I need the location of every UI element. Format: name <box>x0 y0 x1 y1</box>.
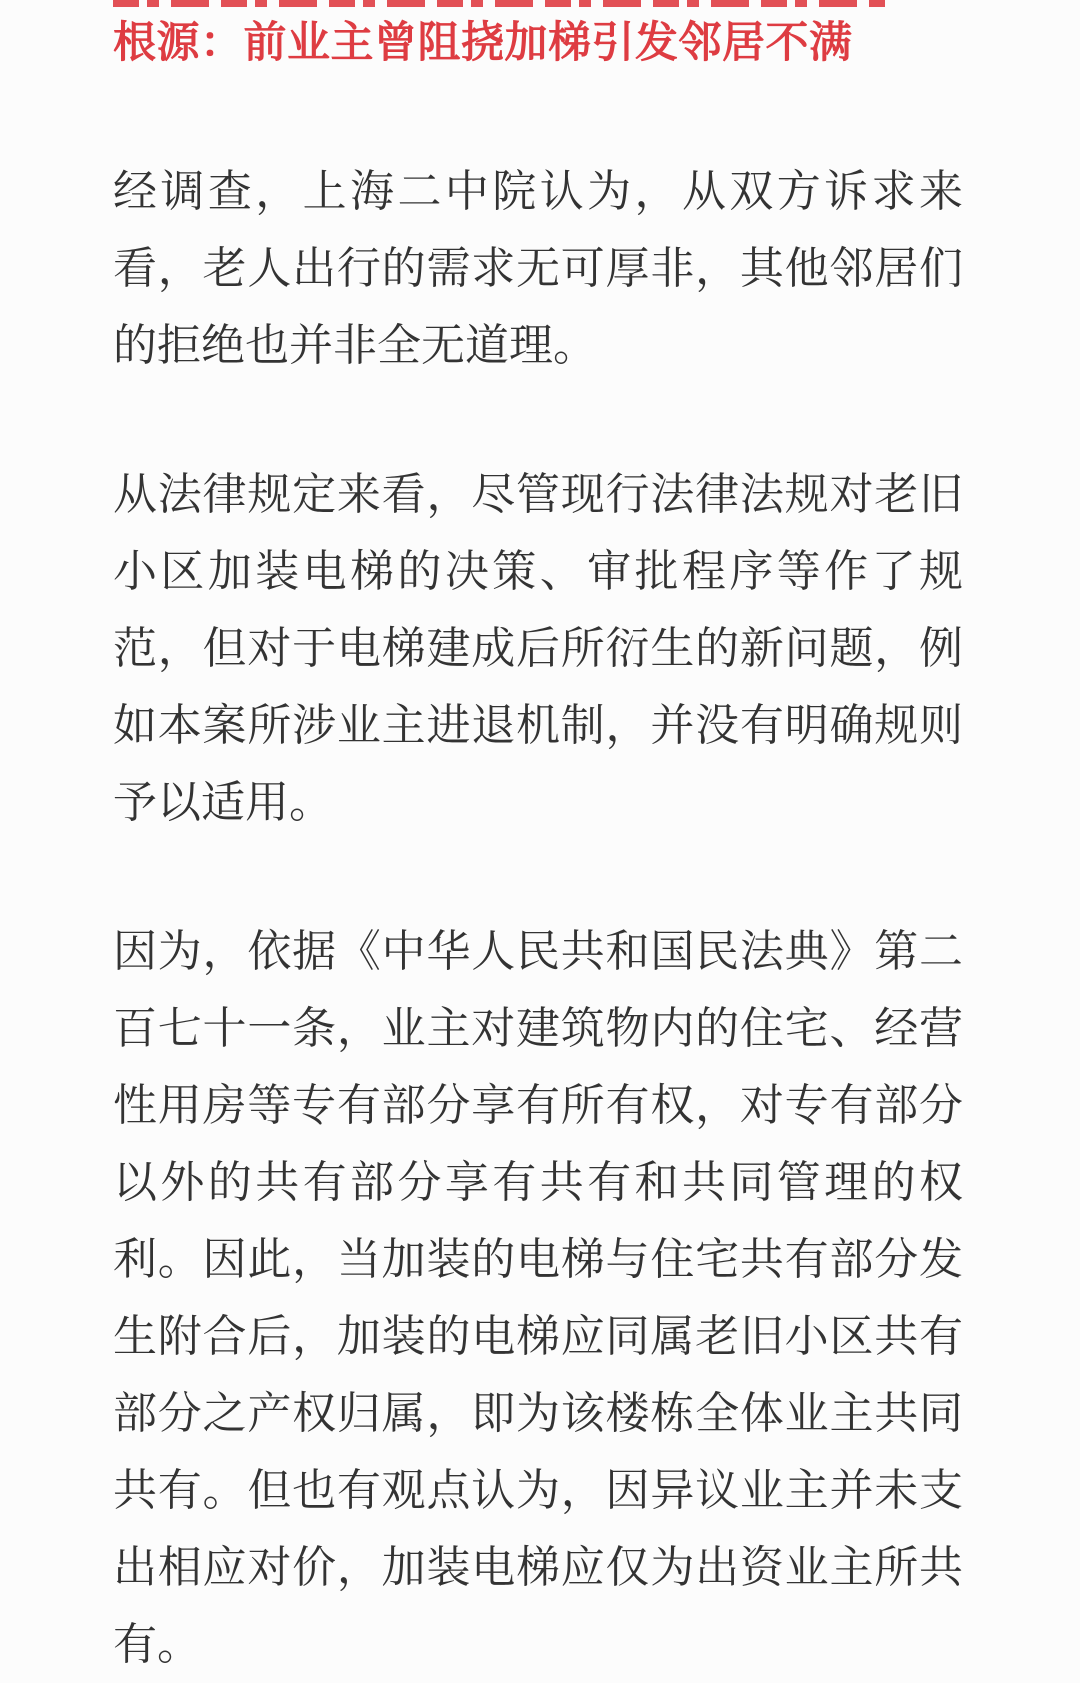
paragraph-line: 因为，依据《中华人民共和国民法典》第二 <box>113 927 963 976</box>
paragraph-line: 范，但对于电梯建成后所衍生的新问题，例 <box>113 624 963 673</box>
paragraph-line: 利。因此，当加装的电梯与住宅共有部分发 <box>113 1235 963 1284</box>
article-headline: 根源：前业主曾阻挠加梯引发邻居不满 <box>113 19 853 67</box>
paragraph <box>113 456 963 841</box>
paragraph-line: 以外的共有部分享有共有和共同管理的权 <box>113 1158 963 1207</box>
clipped-previous-headline-fragment <box>113 0 885 7</box>
paragraph-line: 部分之产权归属，即为该楼栋全体业主共同 <box>113 1389 963 1438</box>
paragraph-line: 百七十一条，业主对建筑物内的住宅、经营 <box>113 1004 963 1053</box>
paragraph <box>113 153 963 384</box>
paragraph-line: 予以适用。 <box>113 778 333 827</box>
paragraph-line: 生附合后，加装的电梯应同属老旧小区共有 <box>113 1312 963 1361</box>
paragraph-line: 看，老人出行的需求无可厚非，其他邻居们 <box>113 244 963 293</box>
paragraph-line: 性用房等专有部分享有所有权，对专有部分 <box>113 1081 963 1130</box>
paragraph-line: 出相应对价，加装电梯应仅为出资业主所共 <box>113 1543 963 1592</box>
paragraph-line: 的拒绝也并非全无道理。 <box>113 321 597 370</box>
article-body <box>113 153 963 1683</box>
paragraph-line: 如本案所涉业主进退机制，并没有明确规则 <box>113 701 963 750</box>
paragraph-line: 从法律规定来看，尽管现行法律法规对老旧 <box>113 470 963 519</box>
paragraph <box>113 913 963 1683</box>
paragraph-line: 共有。但也有观点认为，因异议业主并未支 <box>113 1466 963 1515</box>
paragraph-line: 经调查，上海二中院认为，从双方诉求来 <box>113 167 963 216</box>
paragraph-line: 有。 <box>113 1620 201 1669</box>
paragraph-line: 小区加装电梯的决策、审批程序等作了规 <box>113 547 963 596</box>
